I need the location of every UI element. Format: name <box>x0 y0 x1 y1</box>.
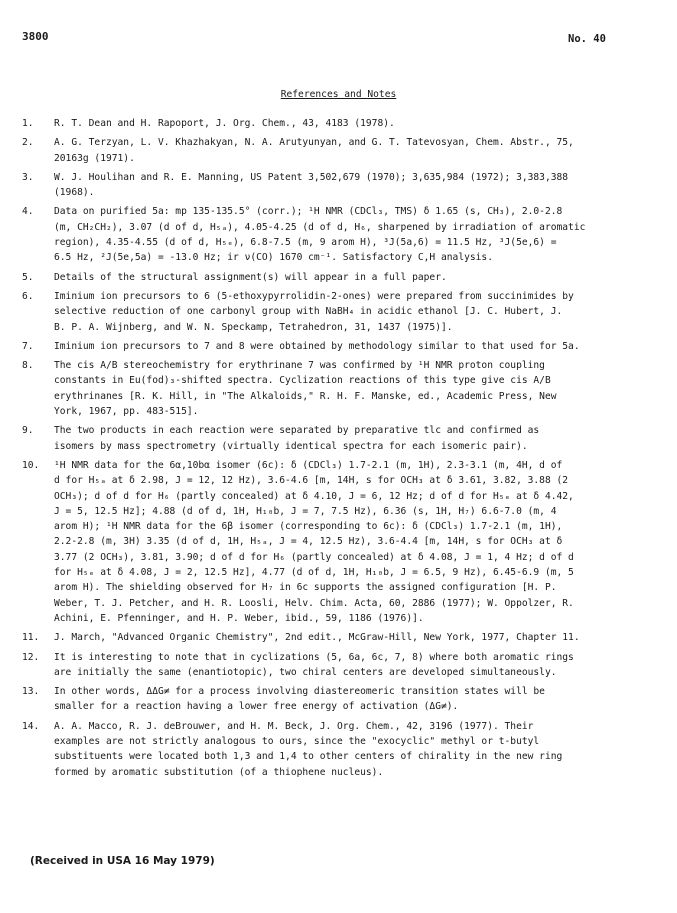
reference-text-line: W. J. Houlihan and R. E. Manning, US Patent 3,502,679 (1970); 3,635,984 (1972); 3,383,388 <box>54 171 569 183</box>
reference-number: 7. <box>22 340 34 352</box>
reference-text-line: 20163g (1971). <box>54 152 135 164</box>
reference-item <box>22 204 662 265</box>
reference-item <box>22 270 662 285</box>
reference-number: 11. <box>22 632 40 644</box>
reference-text-line: B. P. A. Wijnberg, and W. N. Speckamp, Tetrahedron, 31, 1437 (1975)]. <box>54 321 453 333</box>
reference-text-line: constants in Eu(fod)₃-shifted spectra. Cyclization reactions of this type give cis A/B <box>54 375 551 387</box>
reference-text-line: formed by aromatic substitution (of a thiophene nucleus). <box>54 766 384 778</box>
received-date: (Received in USA 16 May 1979) <box>30 855 215 867</box>
reference-text-line: J = 5, 12.5 Hz]; 4.88 (d of d, 1H, H₁₀b, J = 7, 7.5 Hz), 6.36 (s, 1H, H₇) 6.6-7.0 (m, 4 <box>54 505 557 517</box>
reference-text-line: (1968). <box>54 187 95 199</box>
reference-text-line: ¹H NMR data for the 6α,10bα isomer (6c): δ (CDCl₃) 1.7-2.1 (m, 1H), 2.3-3.1 (m, 4H, d of <box>54 459 563 471</box>
reference-text-line: Weber, T. J. Petcher, and H. R. Loosli, Helv. Chim. Acta, 60, 2886 (1977); W. Oppolzer, R. <box>54 597 574 609</box>
reference-text-line: smaller for a reaction having a lower free energy of activation (ΔG≠). <box>54 701 459 713</box>
reference-item <box>22 339 662 354</box>
reference-text-line: (m, CH₂CH₂), 3.07 (d of d, H₅ₐ), 4.05-4.25 (d of d, H₆, sharpened by irradiation of aromatic <box>54 221 586 233</box>
reference-number: 3. <box>22 171 34 183</box>
page-number: 3800 <box>22 30 49 43</box>
reference-text-line: examples are not strictly analogous to ours, since the "exocyclic" methyl or t-butyl <box>54 735 540 747</box>
reference-number: 9. <box>22 425 34 437</box>
reference-item <box>22 135 662 166</box>
reference-text-line: A. G. Terzyan, L. V. Khazhakyan, N. A. Arutyunyan, and G. T. Tatevosyan, Chem. Abstr., 75, <box>54 137 574 149</box>
reference-text-line: substituents were located both 1,3 and 1,4 to other centers of chirality in the new ring <box>54 751 563 763</box>
reference-text-line: Iminium ion precursors to 6 (5-ethoxypyrrolidin-2-ones) were prepared from succinimides by <box>54 290 574 302</box>
reference-number: 12. <box>22 651 40 663</box>
reference-text-line: York, 1967, pp. 483-515]. <box>54 406 199 418</box>
reference-text-line: arom H). The shielding observed for H₇ in 6c supports the assigned configuration [H. P. <box>54 582 557 594</box>
issue-number: No. 40 <box>568 33 606 45</box>
reference-text-line: d for H₅ₐ at δ 2.98, J = 12, 12 Hz), 3.6-4.6 [m, 14H, s for OCH₃ at δ 3.61, 3.82, 3.88 (2 <box>54 475 569 487</box>
reference-text-line: The cis A/B stereochemistry for erythrinane 7 was confirmed by ¹H NMR proton coupling <box>54 360 545 372</box>
reference-text-line: Iminium ion precursors to 7 and 8 were obtained by methodology similar to that used for 5a. <box>54 340 580 352</box>
reference-text-line: Data on purified 5a: mp 135-135.5° (corr.); ¹H NMR (CDCl₃, TMS) δ 1.65 (s, CH₃), 2.0-2.8 <box>54 206 563 218</box>
reference-number: 13. <box>22 686 40 698</box>
reference-number: 5. <box>22 271 34 283</box>
reference-number: 4. <box>22 206 34 218</box>
reference-item <box>22 458 662 626</box>
reference-item <box>22 170 662 201</box>
reference-text-line: A. A. Macco, R. J. deBrouwer, and H. M. Beck, J. Org. Chem., 42, 3196 (1977). Their <box>54 720 534 732</box>
reference-text-line: It is interesting to note that in cyclizations (5, 6a, 6c, 7, 8) where both aromatic rings <box>54 651 574 663</box>
reference-item <box>22 684 662 715</box>
reference-item <box>22 423 662 454</box>
reference-number: 2. <box>22 137 34 149</box>
reference-item <box>22 650 662 681</box>
reference-text-line: isomers by mass spectrometry (virtually identical spectra for each isomeric pair). <box>54 440 528 452</box>
reference-item <box>22 358 662 419</box>
reference-text-line: region), 4.35-4.55 (d of d, H₅ₑ), 6.8-7.5 (m, 9 arom H), ³J(5a,6) = 11.5 Hz, ³J(5e,6) = <box>54 237 557 249</box>
reference-item <box>22 719 662 780</box>
reference-number: 14. <box>22 720 40 732</box>
reference-text-line: 2.2-2.8 (m, 3H) 3.35 (d of d, 1H, H₅ₐ, J = 4, 12.5 Hz), 3.6-4.4 [m, 14H, s for OCH₃ at δ <box>54 536 563 548</box>
reference-number: 1. <box>22 118 34 129</box>
reference-text-line: for H₅ₑ at δ 4.08, J = 2, 12.5 Hz], 4.77 (d of d, 1H, H₁₀b, J = 6.5, 9 Hz), 6.45-6.9 (m, 5 <box>54 567 574 579</box>
reference-text-line: OCH₃); d of d for H₆ (partly concealed) at δ 4.10, J = 6, 12 Hz; d of d for H₅ₑ at δ 4.42, <box>54 490 574 502</box>
reference-text-line: selective reduction of one carbonyl group with NaBH₄ in acidic ethanol [J. C. Hubert, J. <box>54 306 563 318</box>
reference-text-line: J. March, "Advanced Organic Chemistry", 2nd edit., McGraw-Hill, New York, 1977, Chapter 11. <box>54 632 580 644</box>
reference-text-line: Achini, E. Pfenninger, and H. P. Weber, ibid., 59, 1186 (1976)]. <box>54 612 424 624</box>
reference-text-line: R. T. Dean and H. Rapoport, J. Org. Chem., 43, 4183 (1978). <box>54 118 395 129</box>
reference-item <box>22 630 662 645</box>
reference-number: 10. <box>22 459 40 471</box>
reference-number: 6. <box>22 290 34 302</box>
section-title: References and Notes <box>280 89 397 100</box>
reference-text-line: Details of the structural assignment(s) will appear in a full paper. <box>54 271 447 283</box>
reference-text-line: 3.77 (2 OCH₃), 3.81, 3.90; d of d for H₆ (partly concealed) at δ 4.08, J = 1, 4 Hz; d of d <box>54 551 574 563</box>
reference-text-line: The two products in each reaction were separated by preparative tlc and confirmed as <box>54 425 540 437</box>
reference-number: 8. <box>22 360 34 372</box>
reference-item <box>22 116 662 131</box>
reference-text-line: erythrinanes [R. K. Hill, in "The Alkaloids," R. H. F. Manske, ed., Academic Press, New <box>54 390 557 402</box>
reference-text-line: arom H); ¹H NMR data for the 6β isomer (corresponding to 6c): δ (CDCl₃) 1.7-2.1 (m, 1H), <box>54 521 563 533</box>
reference-item <box>22 289 662 335</box>
reference-text-line: 6.5 Hz, ²J(5e,5a) = -13.0 Hz; ir ν(CO) 1670 cm⁻¹. Satisfactory C,H analysis. <box>54 252 493 264</box>
reference-list <box>22 116 662 784</box>
reference-text-line: are initially the same (enantiotopic), two chiral centers are developed simultaneously. <box>54 666 557 678</box>
reference-text-line: In other words, ΔΔG≠ for a process involving diastereomeric transition states will be <box>54 686 545 698</box>
